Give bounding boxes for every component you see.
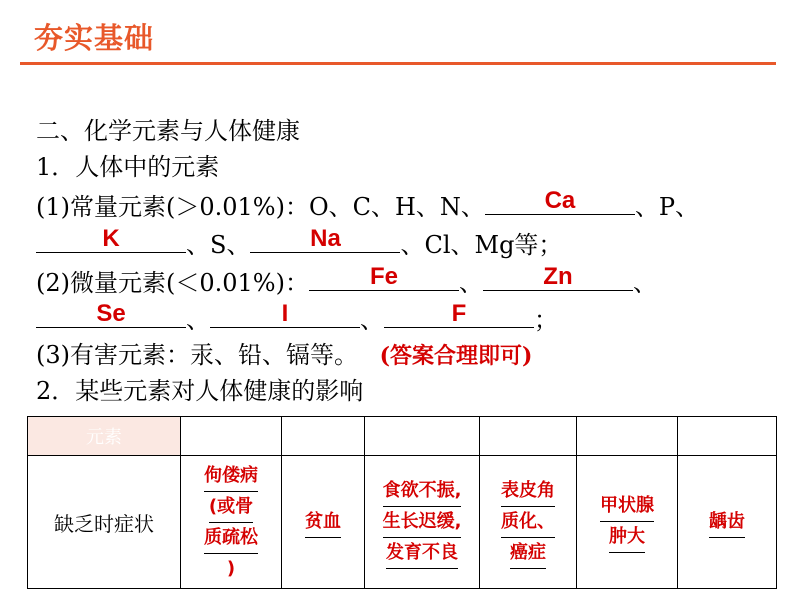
micro-end: ； — [534, 306, 558, 334]
element-cell — [480, 417, 577, 456]
answer-se: Se — [96, 300, 126, 327]
table-symptom-row — [28, 456, 777, 589]
macro-prefix: (1)常量元素(＞0.01%)：O、C、H、N、 — [36, 193, 485, 221]
symptom-cell — [678, 456, 777, 589]
answer-na: Na — [310, 225, 341, 252]
micro-line-2 — [36, 300, 558, 335]
symptom-line: 食欲不振, — [383, 476, 462, 507]
symptom-line: 质疏松 — [204, 523, 258, 554]
micro-sep: 、 — [458, 269, 483, 297]
symptom-cell — [577, 456, 678, 589]
symptom-line: 贫血 — [305, 507, 341, 538]
answer-i: I — [281, 300, 289, 327]
answer-blank — [36, 300, 186, 328]
answer-k: K — [102, 225, 120, 252]
symptom-line: 佝偻病 — [204, 461, 258, 492]
symptom-line: 生长迟缓, — [383, 507, 462, 538]
symptom-line: 质化、 — [501, 507, 555, 538]
symptom-cell — [181, 456, 282, 589]
micro-sep: 、 — [632, 269, 657, 297]
micro-line-1 — [36, 263, 657, 298]
answer-note: (答案合理即可) — [379, 343, 533, 369]
answer-ca: Ca — [544, 187, 576, 214]
micro-prefix: (2)微量元素(＜0.01%)： — [36, 269, 309, 297]
element-cell — [181, 417, 282, 456]
element-cell — [365, 417, 480, 456]
subsection-1-title: 1．人体中的元素 — [36, 153, 220, 181]
symptom-line: 肿大 — [609, 522, 645, 553]
answer-blank — [483, 263, 633, 291]
symptom-cell — [480, 456, 577, 589]
symptom-line: ) — [226, 557, 236, 579]
element-cell — [577, 417, 678, 456]
macro-line-2 — [36, 225, 563, 260]
symptom-line: 发育不良 — [386, 538, 458, 569]
symptom-cell — [282, 456, 365, 589]
answer-blank — [250, 225, 400, 253]
symptom-line: (或骨 — [209, 492, 253, 523]
micro-sep: 、 — [186, 306, 210, 334]
title-divider — [20, 62, 776, 65]
answer-zn: Zn — [543, 263, 573, 290]
element-cell — [282, 417, 365, 456]
symptom-line: 龋齿 — [709, 507, 745, 538]
macro-sep: 、S、 — [186, 231, 251, 259]
macro-line-1 — [36, 187, 700, 222]
page-title: 夯实基础 — [34, 21, 155, 55]
answer-blank — [210, 300, 360, 328]
micro-sep: 、 — [360, 306, 384, 334]
macro-sep: 、Cl、Mg等； — [400, 231, 563, 259]
answer-blank — [309, 263, 459, 291]
harmful-line — [36, 340, 532, 371]
element-effects-table — [27, 416, 777, 589]
symptom-line: 癌症 — [510, 538, 546, 569]
answer-blank — [36, 225, 186, 253]
header-cell-element: 元素 — [28, 417, 181, 456]
harmful-text: (3)有害元素：汞、铅、镉等。 — [36, 341, 358, 369]
symptom-line: 甲状腺 — [600, 491, 654, 522]
subsection-2-title: 2．某些元素对人体健康的影响 — [36, 377, 364, 405]
answer-blank — [384, 300, 534, 328]
symptom-cell — [365, 456, 480, 589]
symptom-line: 表皮角 — [501, 476, 555, 507]
answer-f: F — [451, 300, 467, 327]
row-label: 缺乏时症状 — [28, 456, 181, 589]
macro-sep: 、P、 — [634, 193, 700, 221]
answer-fe: Fe — [369, 263, 398, 290]
answer-blank — [485, 187, 635, 215]
element-cell — [678, 417, 777, 456]
section-title: 二、化学元素与人体健康 — [36, 117, 300, 145]
table-header-row — [28, 417, 777, 456]
